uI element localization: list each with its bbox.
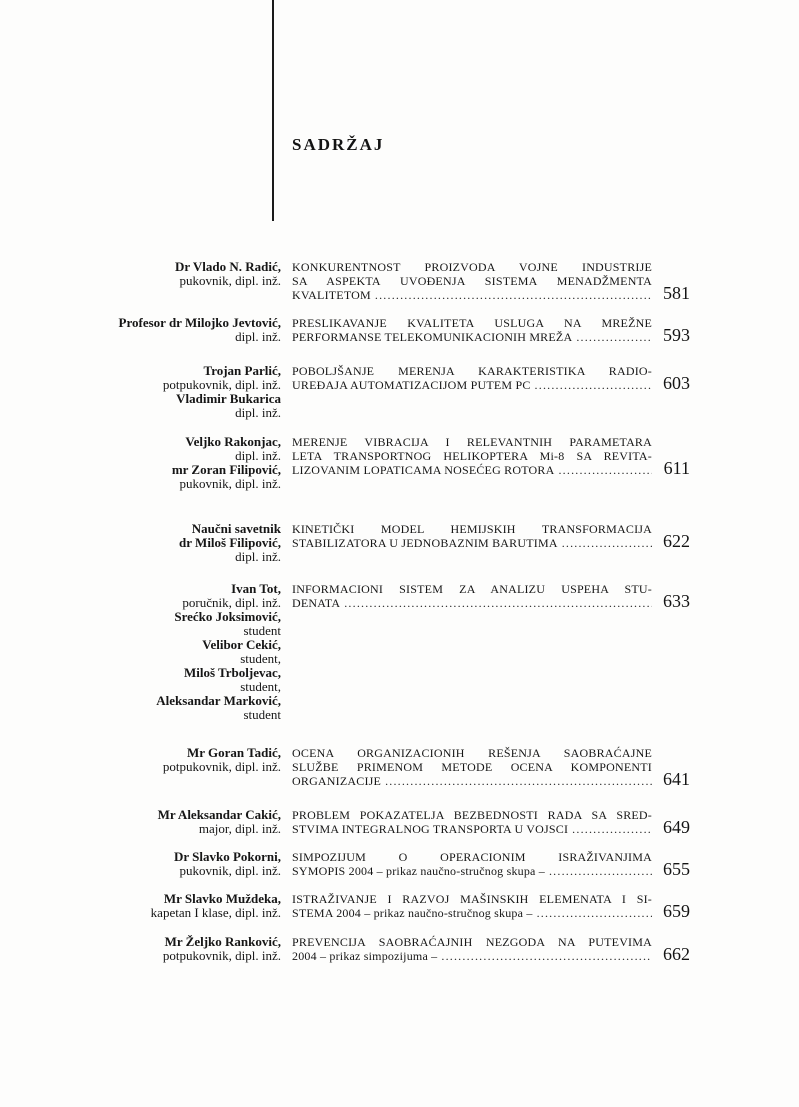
- title-line: SIMPOZIJUM O OPERACIONIM ISRAŽIVANJIMA: [292, 850, 652, 864]
- leader-dots: [535, 378, 652, 392]
- toc-authors: [90, 364, 281, 420]
- toc-entry: [90, 364, 690, 420]
- title-line: MERENJE VIBRACIJA I RELEVANTNIH PARAMETARA: [292, 435, 652, 449]
- toc-title-group: [292, 435, 690, 477]
- title-line-text: KVALITETOM: [292, 288, 371, 302]
- title-line-last: [292, 949, 652, 963]
- author-name: Vladimir Bukarica: [176, 391, 281, 406]
- toc-title-group: [292, 316, 690, 344]
- toc-title-group: [292, 746, 690, 788]
- title-line-text: PERFORMANSE TELEKOMUNIKACIONIH MREŽA: [292, 330, 573, 344]
- author-name: Mr Aleksandar Cakić,: [157, 807, 281, 822]
- toc-title: [292, 316, 652, 344]
- toc-title-group: [292, 892, 690, 920]
- page-number: 662: [663, 944, 690, 964]
- title-line-last: [292, 536, 652, 550]
- author-role: poručnik, dipl. inž.: [182, 595, 281, 610]
- toc-title: [292, 808, 652, 836]
- author-name: Profesor dr Milojko Jevtović,: [118, 315, 281, 330]
- author-role: student,: [240, 651, 281, 666]
- page-number: 641: [663, 769, 690, 789]
- toc-entry: [90, 808, 690, 836]
- toc-entry: [90, 260, 690, 302]
- title-line-last: [292, 288, 652, 302]
- title-line: PROBLEM POKAZATELJA BEZBEDNOSTI RADA SA SRED-: [292, 808, 652, 822]
- toc-title-group: [292, 850, 690, 878]
- author-name: Dr Slavko Pokorni,: [173, 849, 281, 864]
- toc-entry: [90, 316, 690, 344]
- title-line: POBOLJŠANJE MERENJA KARAKTERISTIKA RADIO-: [292, 364, 652, 378]
- author-name: Dr Vlado N. Radić,: [174, 259, 281, 274]
- page-number: 655: [663, 859, 690, 879]
- title-line: KINETIČKI MODEL HEMIJSKIH TRANSFORMACIJA: [292, 522, 652, 536]
- toc-title: [292, 435, 652, 477]
- author-role: pukovnik, dipl. inž.: [179, 273, 281, 288]
- author-role: potpukovnik, dipl. inž.: [162, 377, 281, 392]
- title-line-text: SYMOPIS 2004 – prikaz naučno-stručnog skupa –: [292, 864, 545, 878]
- toc-authors: [90, 260, 281, 288]
- title-line-text: STABILIZATORA U JEDNOBAZNIM BARUTIMA: [292, 536, 558, 550]
- leader-dots: [441, 949, 652, 963]
- toc-authors: [90, 892, 281, 920]
- author-name: Mr Goran Tadić,: [186, 745, 281, 760]
- title-line-last: [292, 864, 652, 878]
- author-name: Velibor Cekić,: [202, 637, 281, 652]
- page-number: 659: [663, 901, 690, 921]
- leader-dots: [537, 906, 652, 920]
- author-name: mr Zoran Filipović,: [171, 462, 281, 477]
- title-line: INFORMACIONI SISTEM ZA ANALIZU USPEHA STU-: [292, 582, 652, 596]
- toc-title-group: [292, 522, 690, 550]
- author-name: Aleksandar Marković,: [156, 693, 281, 708]
- author-role: pukovnik, dipl. inž.: [179, 863, 281, 878]
- leader-dots: [558, 463, 652, 477]
- author-role: dipl. inž.: [235, 448, 281, 463]
- toc-title-group: [292, 935, 690, 963]
- page-number: 633: [663, 591, 690, 611]
- leader-dots: [562, 536, 652, 550]
- title-line-text: UREĐAJA AUTOMATIZACIJOM PUTEM PC: [292, 378, 531, 392]
- toc-title: [292, 892, 652, 920]
- toc-authors: [90, 746, 281, 774]
- title-line-text: STEMA 2004 – prikaz naučno-stručnog skupa –: [292, 906, 533, 920]
- leader-dots: [385, 774, 652, 788]
- title-line-last: [292, 774, 652, 788]
- author-role: dipl. inž.: [235, 405, 281, 420]
- toc-authors: [90, 850, 281, 878]
- author-name: dr Miloš Filipović,: [179, 535, 281, 550]
- toc-title: [292, 582, 652, 610]
- title-line: KONKURENTNOST PROIZVODA VOJNE INDUSTRIJE: [292, 260, 652, 274]
- page-number: 649: [663, 817, 690, 837]
- author-role: potpukovnik, dipl. inž.: [162, 759, 281, 774]
- page-title: SADRŽAJ: [292, 135, 385, 154]
- toc-entry: [90, 892, 690, 920]
- title-line-last: [292, 378, 652, 392]
- author-role: student: [243, 707, 281, 722]
- author-role: major, dipl. inž.: [198, 821, 281, 836]
- author-role: dipl. inž.: [235, 549, 281, 564]
- toc-title: [292, 746, 652, 788]
- toc-title: [292, 522, 652, 550]
- toc-entry: [90, 582, 690, 722]
- leader-dots: [572, 822, 652, 836]
- leader-dots: [549, 864, 652, 878]
- toc-authors: [90, 808, 281, 836]
- toc-entry: [90, 522, 690, 564]
- title-line-text: LIZOVANIM LOPATICAMA NOSEĆEG ROTORA: [292, 463, 555, 477]
- author-name: Miloš Trboljevac,: [183, 665, 281, 680]
- vertical-divider: [272, 0, 274, 221]
- title-line-last: [292, 463, 652, 477]
- title-line-text: STVIMA INTEGRALNOG TRANSPORTA U VOJSCI: [292, 822, 569, 836]
- author-role: kapetan I klase, dipl. inž.: [150, 905, 281, 920]
- toc-entry: [90, 850, 690, 878]
- toc-title-group: [292, 582, 690, 610]
- page-number: 622: [663, 531, 690, 551]
- author-name: Veljko Rakonjac,: [185, 434, 281, 449]
- author-name: Mr Slavko Muždeka,: [163, 891, 281, 906]
- author-role: dipl. inž.: [235, 329, 281, 344]
- title-line-last: [292, 596, 652, 610]
- page-number: 581: [663, 283, 690, 303]
- toc-authors: [90, 935, 281, 963]
- author-name: Ivan Tot,: [231, 581, 281, 596]
- author-name: Srećko Joksimović,: [174, 609, 281, 624]
- toc-authors: [90, 522, 281, 564]
- author-name: Mr Željko Ranković,: [164, 934, 281, 949]
- page-number: 603: [663, 373, 690, 393]
- page-number: 593: [663, 325, 690, 345]
- toc-title: [292, 364, 652, 392]
- title-line: PREVENCIJA SAOBRAĆAJNIH NEZGODA NA PUTEVIMA: [292, 935, 652, 949]
- title-line-text: DENATA: [292, 596, 341, 610]
- page-number: 611: [663, 458, 690, 478]
- toc-entry: [90, 935, 690, 963]
- toc-entry: [90, 435, 690, 491]
- title-line: SA ASPEKTA UVOĐENJA SISTEMA MENADŽMENTA: [292, 274, 652, 288]
- author-name: Trojan Parlić,: [203, 363, 281, 378]
- toc-title: [292, 935, 652, 963]
- title-line-last: [292, 822, 652, 836]
- title-line-text: 2004 – prikaz simpozijuma –: [292, 949, 438, 963]
- title-line-last: [292, 330, 652, 344]
- author-role: student,: [240, 679, 281, 694]
- title-line-text: ORGANIZACIJE: [292, 774, 382, 788]
- toc-authors: [90, 435, 281, 491]
- author-role: student: [243, 623, 281, 638]
- toc-title-group: [292, 808, 690, 836]
- leader-dots: [344, 596, 652, 610]
- title-line: OCENA ORGANIZACIONIH REŠENJA SAOBRAĆAJNE: [292, 746, 652, 760]
- toc-title: [292, 260, 652, 302]
- leader-dots: [576, 330, 652, 344]
- toc-list: [90, 260, 690, 963]
- author-role: pukovnik, dipl. inž.: [179, 476, 281, 491]
- toc-title-group: [292, 260, 690, 302]
- author-name: Naučni savetnik: [191, 521, 281, 536]
- title-line-last: [292, 906, 652, 920]
- toc-authors: [90, 582, 281, 722]
- author-role: potpukovnik, dipl. inž.: [162, 948, 281, 963]
- toc-authors: [90, 316, 281, 344]
- title-line: SLUŽBE PRIMENOM METODE OCENA KOMPONENTI: [292, 760, 652, 774]
- toc-title: [292, 850, 652, 878]
- title-line: LETA TRANSPORTNOG HELIKOPTERA Mi-8 SA REVITA-: [292, 449, 652, 463]
- leader-dots: [375, 288, 652, 302]
- title-line: ISTRAŽIVANJE I RAZVOJ MAŠINSKIH ELEMENATA I SI-: [292, 892, 652, 906]
- title-line: PRESLIKAVANJE KVALITETA USLUGA NA MREŽNE: [292, 316, 652, 330]
- toc-entry: [90, 746, 690, 788]
- toc-title-group: [292, 364, 690, 392]
